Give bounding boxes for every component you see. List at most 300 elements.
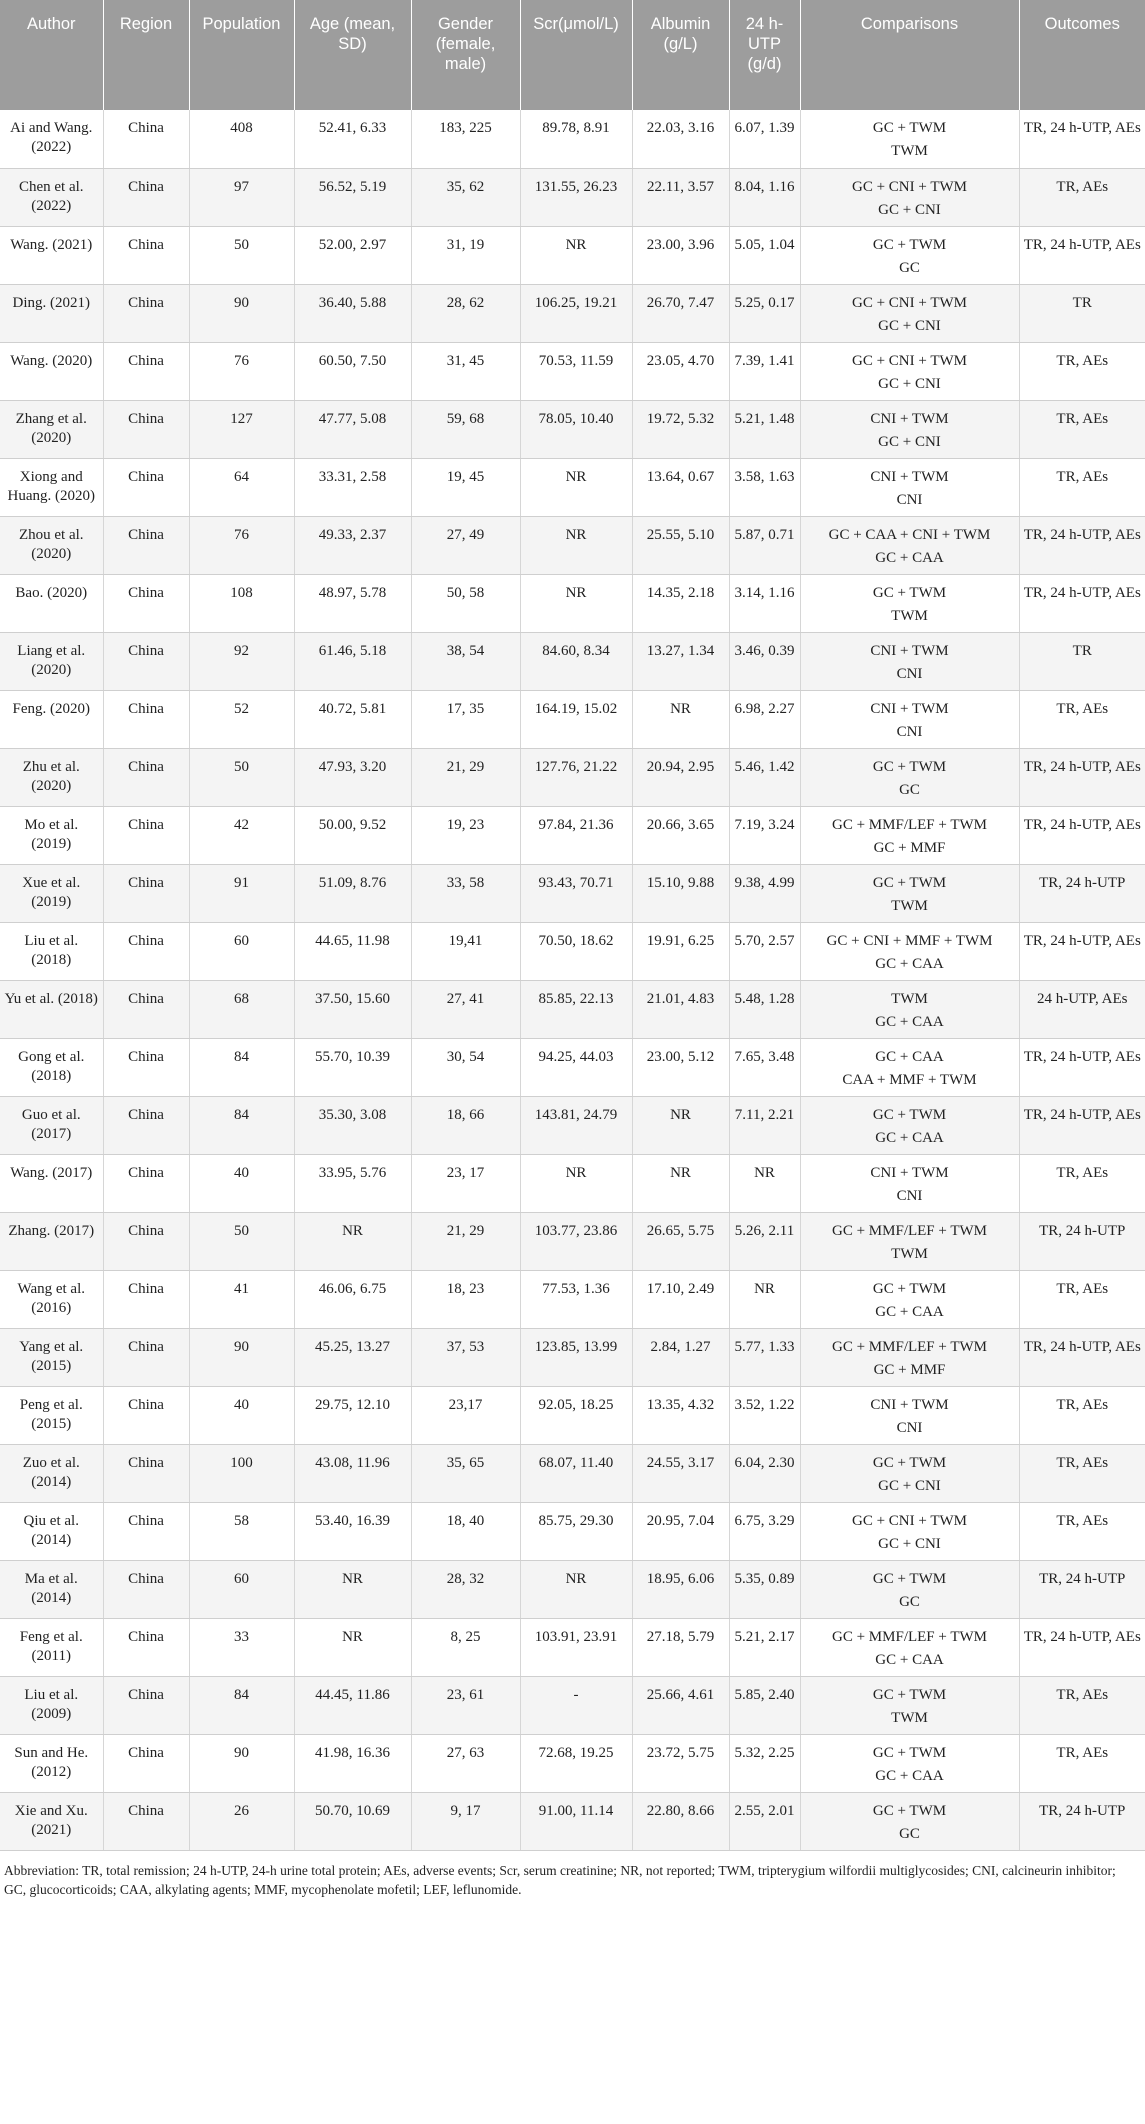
cell-population: 33 bbox=[189, 1618, 294, 1676]
comparison-arm: GC + TWM bbox=[872, 1454, 947, 1471]
cell-albumin: 21.01, 4.83 bbox=[632, 980, 729, 1038]
table-row bbox=[0, 458, 1145, 516]
cell-age: 61.46, 5.18 bbox=[294, 632, 411, 690]
cell-utp: 7.65, 3.48 bbox=[729, 1038, 800, 1096]
header-scr: Scr(μmol/L) bbox=[520, 0, 632, 110]
cell-outcomes: TR, 24 h-UTP bbox=[1019, 864, 1145, 922]
cell-population: 64 bbox=[189, 458, 294, 516]
cell-population: 90 bbox=[189, 1734, 294, 1792]
cell-author: Bao. (2020) bbox=[0, 574, 103, 632]
cell-albumin: 22.80, 8.66 bbox=[632, 1792, 729, 1850]
cell-author: Qiu et al. (2014) bbox=[0, 1502, 103, 1560]
cell-utp: 3.14, 1.16 bbox=[729, 574, 800, 632]
comparison-arm: GC + CAA bbox=[875, 1303, 944, 1320]
cell-gender: 21, 29 bbox=[411, 748, 520, 806]
header-age: Age (mean, SD) bbox=[294, 0, 411, 110]
cell-utp: 5.46, 1.42 bbox=[729, 748, 800, 806]
header-albumin: Albumin (g/L) bbox=[632, 0, 729, 110]
cell-utp: 7.11, 2.21 bbox=[729, 1096, 800, 1154]
cell-region: China bbox=[103, 1096, 189, 1154]
cell-population: 50 bbox=[189, 226, 294, 284]
table-row bbox=[0, 342, 1145, 400]
comparison-arm: CNI + TWM bbox=[870, 1396, 949, 1413]
comparison-arm: TWM bbox=[891, 1709, 928, 1726]
cell-utp: 5.32, 2.25 bbox=[729, 1734, 800, 1792]
cell-outcomes: TR, 24 h-UTP, AEs bbox=[1019, 226, 1145, 284]
cell-age: 51.09, 8.76 bbox=[294, 864, 411, 922]
cell-age: 52.00, 2.97 bbox=[294, 226, 411, 284]
cell-author: Feng. (2020) bbox=[0, 690, 103, 748]
cell-outcomes: TR bbox=[1019, 632, 1145, 690]
cell-albumin: 2.84, 1.27 bbox=[632, 1328, 729, 1386]
table-row bbox=[0, 516, 1145, 574]
cell-region: China bbox=[103, 1328, 189, 1386]
cell-age: 49.33, 2.37 bbox=[294, 516, 411, 574]
cell-author: Xiong and Huang. (2020) bbox=[0, 458, 103, 516]
cell-scr: 97.84, 21.36 bbox=[520, 806, 632, 864]
comparison-arm: GC + TWM bbox=[872, 1570, 947, 1587]
cell-albumin: NR bbox=[632, 690, 729, 748]
cell-albumin: 15.10, 9.88 bbox=[632, 864, 729, 922]
cell-albumin: 19.91, 6.25 bbox=[632, 922, 729, 980]
cell-outcomes: TR, AEs bbox=[1019, 1444, 1145, 1502]
cell-scr: 85.75, 29.30 bbox=[520, 1502, 632, 1560]
cell-age: NR bbox=[294, 1560, 411, 1618]
cell-population: 50 bbox=[189, 1212, 294, 1270]
comparison-arm: GC + CNI + TWM bbox=[852, 1512, 967, 1529]
cell-albumin: 25.55, 5.10 bbox=[632, 516, 729, 574]
cell-author: Wang. (2021) bbox=[0, 226, 103, 284]
cell-comparisons bbox=[800, 922, 1019, 980]
cell-outcomes: TR, 24 h-UTP, AEs bbox=[1019, 516, 1145, 574]
cell-comparisons bbox=[800, 1502, 1019, 1560]
cell-region: China bbox=[103, 284, 189, 342]
cell-gender: 23,17 bbox=[411, 1386, 520, 1444]
cell-albumin: 19.72, 5.32 bbox=[632, 400, 729, 458]
cell-comparisons bbox=[800, 1212, 1019, 1270]
cell-population: 90 bbox=[189, 1328, 294, 1386]
cell-outcomes: TR, AEs bbox=[1019, 1154, 1145, 1212]
table-row bbox=[0, 226, 1145, 284]
cell-scr: 85.85, 22.13 bbox=[520, 980, 632, 1038]
comparison-arm: GC + CAA bbox=[875, 1129, 944, 1146]
cell-author: Feng et al. (2011) bbox=[0, 1618, 103, 1676]
cell-author: Zhou et al. (2020) bbox=[0, 516, 103, 574]
cell-region: China bbox=[103, 980, 189, 1038]
cell-albumin: 24.55, 3.17 bbox=[632, 1444, 729, 1502]
cell-utp: 2.55, 2.01 bbox=[729, 1792, 800, 1850]
comparison-arm: GC + TWM bbox=[872, 1686, 947, 1703]
cell-author: Sun and He. (2012) bbox=[0, 1734, 103, 1792]
comparison-arm: GC + CAA bbox=[875, 1651, 944, 1668]
table-row bbox=[0, 1560, 1145, 1618]
cell-region: China bbox=[103, 516, 189, 574]
cell-utp: NR bbox=[729, 1154, 800, 1212]
cell-comparisons bbox=[800, 1676, 1019, 1734]
cell-author: Liu et al. (2018) bbox=[0, 922, 103, 980]
comparison-arm: GC + CNI + TWM bbox=[852, 294, 967, 311]
cell-comparisons bbox=[800, 1386, 1019, 1444]
cell-comparisons bbox=[800, 1734, 1019, 1792]
cell-comparisons bbox=[800, 980, 1019, 1038]
table-row bbox=[0, 980, 1145, 1038]
cell-albumin: 20.66, 3.65 bbox=[632, 806, 729, 864]
cell-utp: 5.85, 2.40 bbox=[729, 1676, 800, 1734]
cell-utp: 7.19, 3.24 bbox=[729, 806, 800, 864]
table-row bbox=[0, 284, 1145, 342]
cell-gender: 27, 63 bbox=[411, 1734, 520, 1792]
cell-population: 108 bbox=[189, 574, 294, 632]
cell-population: 100 bbox=[189, 1444, 294, 1502]
cell-utp: 5.48, 1.28 bbox=[729, 980, 800, 1038]
cell-gender: 23, 17 bbox=[411, 1154, 520, 1212]
cell-scr: 68.07, 11.40 bbox=[520, 1444, 632, 1502]
cell-outcomes: TR, 24 h-UTP, AEs bbox=[1019, 1328, 1145, 1386]
cell-outcomes: TR, 24 h-UTP, AEs bbox=[1019, 110, 1145, 168]
cell-author: Wang et al. (2016) bbox=[0, 1270, 103, 1328]
cell-utp: 9.38, 4.99 bbox=[729, 864, 800, 922]
cell-albumin: NR bbox=[632, 1096, 729, 1154]
cell-author: Zhu et al. (2020) bbox=[0, 748, 103, 806]
cell-gender: 19, 45 bbox=[411, 458, 520, 516]
comparison-arm: GC + CNI bbox=[878, 317, 941, 334]
cell-author: Guo et al. (2017) bbox=[0, 1096, 103, 1154]
cell-region: China bbox=[103, 574, 189, 632]
cell-albumin: 20.94, 2.95 bbox=[632, 748, 729, 806]
cell-albumin: NR bbox=[632, 1154, 729, 1212]
cell-utp: 3.58, 1.63 bbox=[729, 458, 800, 516]
cell-author: Ding. (2021) bbox=[0, 284, 103, 342]
comparison-arm: GC bbox=[899, 1825, 920, 1842]
cell-outcomes: TR, AEs bbox=[1019, 1270, 1145, 1328]
cell-author: Liang et al. (2020) bbox=[0, 632, 103, 690]
cell-outcomes: TR, AEs bbox=[1019, 1734, 1145, 1792]
comparison-arm: GC + CAA bbox=[875, 549, 944, 566]
cell-gender: 19,41 bbox=[411, 922, 520, 980]
cell-region: China bbox=[103, 458, 189, 516]
table-footnote: Abbreviation: TR, total remission; 24 h-UTP, 24-h urine total protein; AEs, adverse events; Scr, serum creatinine; NR, not reported; TWM, tripterygium wilfordii multiglycosides; CNI, calcineurin inhibitor; GC, glucocorticoids; CAA, alkylating agents; MMF, mycophenolate mofetil; LEF, leflunomide. bbox=[4, 1862, 1116, 1897]
cell-outcomes: TR, AEs bbox=[1019, 400, 1145, 458]
cell-population: 127 bbox=[189, 400, 294, 458]
cell-age: NR bbox=[294, 1212, 411, 1270]
cell-utp: 5.35, 0.89 bbox=[729, 1560, 800, 1618]
cell-region: China bbox=[103, 400, 189, 458]
cell-comparisons bbox=[800, 1560, 1019, 1618]
cell-comparisons bbox=[800, 806, 1019, 864]
cell-author: Liu et al. (2009) bbox=[0, 1676, 103, 1734]
cell-population: 42 bbox=[189, 806, 294, 864]
cell-gender: 38, 54 bbox=[411, 632, 520, 690]
cell-gender: 18, 40 bbox=[411, 1502, 520, 1560]
cell-age: 35.30, 3.08 bbox=[294, 1096, 411, 1154]
cell-region: China bbox=[103, 1792, 189, 1850]
header-outcomes: Outcomes bbox=[1019, 0, 1145, 110]
cell-albumin: 23.00, 3.96 bbox=[632, 226, 729, 284]
cell-scr: 77.53, 1.36 bbox=[520, 1270, 632, 1328]
comparison-arm: CNI bbox=[896, 665, 923, 682]
cell-utp: 5.70, 2.57 bbox=[729, 922, 800, 980]
cell-outcomes: TR, AEs bbox=[1019, 1386, 1145, 1444]
table-row bbox=[0, 1270, 1145, 1328]
header-comparisons: Comparisons bbox=[800, 0, 1019, 110]
cell-albumin: 17.10, 2.49 bbox=[632, 1270, 729, 1328]
cell-outcomes: TR, AEs bbox=[1019, 1502, 1145, 1560]
cell-population: 90 bbox=[189, 284, 294, 342]
cell-albumin: 13.64, 0.67 bbox=[632, 458, 729, 516]
cell-scr: 92.05, 18.25 bbox=[520, 1386, 632, 1444]
cell-scr: 123.85, 13.99 bbox=[520, 1328, 632, 1386]
table-row bbox=[0, 864, 1145, 922]
cell-population: 76 bbox=[189, 342, 294, 400]
comparison-arm: CAA + MMF + TWM bbox=[842, 1071, 977, 1088]
comparison-arm: GC + CNI bbox=[878, 1477, 941, 1494]
cell-region: China bbox=[103, 632, 189, 690]
cell-author: Chen et al. (2022) bbox=[0, 168, 103, 226]
cell-utp: 5.21, 1.48 bbox=[729, 400, 800, 458]
cell-comparisons bbox=[800, 1270, 1019, 1328]
comparison-arm: CNI + TWM bbox=[870, 642, 949, 659]
comparison-arm: GC + CNI bbox=[878, 375, 941, 392]
cell-author: Wang. (2017) bbox=[0, 1154, 103, 1212]
header-utp: 24 h-UTP (g/d) bbox=[729, 0, 800, 110]
comparison-arm: GC bbox=[899, 781, 920, 798]
cell-population: 84 bbox=[189, 1096, 294, 1154]
cell-outcomes: TR, 24 h-UTP, AEs bbox=[1019, 1618, 1145, 1676]
comparison-arm: GC + MMF/LEF + TWM bbox=[832, 1338, 987, 1355]
cell-age: 44.65, 11.98 bbox=[294, 922, 411, 980]
cell-gender: 18, 23 bbox=[411, 1270, 520, 1328]
cell-scr: 127.76, 21.22 bbox=[520, 748, 632, 806]
cell-author: Gong et al. (2018) bbox=[0, 1038, 103, 1096]
comparison-arm: GC + TWM bbox=[872, 758, 947, 775]
cell-region: China bbox=[103, 1618, 189, 1676]
cell-scr: NR bbox=[520, 1560, 632, 1618]
cell-region: China bbox=[103, 226, 189, 284]
cell-outcomes: TR, AEs bbox=[1019, 168, 1145, 226]
cell-gender: 37, 53 bbox=[411, 1328, 520, 1386]
cell-scr: 78.05, 10.40 bbox=[520, 400, 632, 458]
cell-utp: 8.04, 1.16 bbox=[729, 168, 800, 226]
cell-age: 50.70, 10.69 bbox=[294, 1792, 411, 1850]
comparison-arm: GC + MMF bbox=[873, 839, 946, 856]
cell-utp: 5.77, 1.33 bbox=[729, 1328, 800, 1386]
cell-utp: 5.25, 0.17 bbox=[729, 284, 800, 342]
cell-gender: 33, 58 bbox=[411, 864, 520, 922]
cell-comparisons bbox=[800, 516, 1019, 574]
cell-outcomes: TR, 24 h-UTP bbox=[1019, 1792, 1145, 1850]
comparison-arm: CNI + TWM bbox=[870, 410, 949, 427]
cell-population: 84 bbox=[189, 1038, 294, 1096]
cell-age: 29.75, 12.10 bbox=[294, 1386, 411, 1444]
table-row bbox=[0, 690, 1145, 748]
cell-population: 84 bbox=[189, 1676, 294, 1734]
comparison-arm: TWM bbox=[891, 897, 928, 914]
header-author: Author bbox=[0, 0, 103, 110]
cell-population: 26 bbox=[189, 1792, 294, 1850]
cell-comparisons bbox=[800, 1096, 1019, 1154]
cell-age: 37.50, 15.60 bbox=[294, 980, 411, 1038]
cell-region: China bbox=[103, 1038, 189, 1096]
cell-utp: 6.75, 3.29 bbox=[729, 1502, 800, 1560]
comparison-arm: GC + TWM bbox=[872, 1802, 947, 1819]
table-body bbox=[0, 110, 1145, 1850]
comparison-arm: GC + CAA bbox=[875, 1048, 944, 1065]
cell-age: 47.93, 3.20 bbox=[294, 748, 411, 806]
cell-gender: 31, 19 bbox=[411, 226, 520, 284]
cell-utp: 5.26, 2.11 bbox=[729, 1212, 800, 1270]
table-row bbox=[0, 1618, 1145, 1676]
cell-age: 55.70, 10.39 bbox=[294, 1038, 411, 1096]
cell-region: China bbox=[103, 1154, 189, 1212]
comparison-arm: GC + CAA + CNI + TWM bbox=[828, 526, 991, 543]
cell-age: 50.00, 9.52 bbox=[294, 806, 411, 864]
cell-utp: 6.07, 1.39 bbox=[729, 110, 800, 168]
cell-scr: - bbox=[520, 1676, 632, 1734]
cell-scr: 70.53, 11.59 bbox=[520, 342, 632, 400]
table-header bbox=[0, 0, 1145, 110]
cell-utp: 7.39, 1.41 bbox=[729, 342, 800, 400]
table-row bbox=[0, 574, 1145, 632]
comparison-arm: CNI bbox=[896, 1187, 923, 1204]
comparison-arm: GC bbox=[899, 259, 920, 276]
cell-comparisons bbox=[800, 748, 1019, 806]
cell-outcomes: TR, 24 h-UTP bbox=[1019, 1212, 1145, 1270]
table-row bbox=[0, 168, 1145, 226]
cell-albumin: 13.27, 1.34 bbox=[632, 632, 729, 690]
comparison-arm: GC + CNI + TWM bbox=[852, 352, 967, 369]
cell-age: 45.25, 13.27 bbox=[294, 1328, 411, 1386]
cell-comparisons bbox=[800, 284, 1019, 342]
cell-population: 40 bbox=[189, 1386, 294, 1444]
cell-comparisons bbox=[800, 168, 1019, 226]
cell-comparisons bbox=[800, 1328, 1019, 1386]
cell-scr: 72.68, 19.25 bbox=[520, 1734, 632, 1792]
cell-utp: 3.46, 0.39 bbox=[729, 632, 800, 690]
cell-age: 33.31, 2.58 bbox=[294, 458, 411, 516]
cell-outcomes: TR, 24 h-UTP, AEs bbox=[1019, 748, 1145, 806]
cell-age: NR bbox=[294, 1618, 411, 1676]
header-gender: Gender (female, male) bbox=[411, 0, 520, 110]
cell-population: 58 bbox=[189, 1502, 294, 1560]
cell-age: 44.45, 11.86 bbox=[294, 1676, 411, 1734]
cell-outcomes: TR, AEs bbox=[1019, 342, 1145, 400]
cell-scr: 94.25, 44.03 bbox=[520, 1038, 632, 1096]
cell-author: Yang et al. (2015) bbox=[0, 1328, 103, 1386]
cell-scr: 89.78, 8.91 bbox=[520, 110, 632, 168]
cell-population: 68 bbox=[189, 980, 294, 1038]
cell-utp: 5.21, 2.17 bbox=[729, 1618, 800, 1676]
cell-gender: 183, 225 bbox=[411, 110, 520, 168]
cell-utp: 3.52, 1.22 bbox=[729, 1386, 800, 1444]
cell-albumin: 26.65, 5.75 bbox=[632, 1212, 729, 1270]
cell-scr: 93.43, 70.71 bbox=[520, 864, 632, 922]
cell-age: 43.08, 11.96 bbox=[294, 1444, 411, 1502]
cell-albumin: 27.18, 5.79 bbox=[632, 1618, 729, 1676]
cell-outcomes: TR, 24 h-UTP, AEs bbox=[1019, 922, 1145, 980]
cell-population: 40 bbox=[189, 1154, 294, 1212]
cell-gender: 59, 68 bbox=[411, 400, 520, 458]
cell-age: 56.52, 5.19 bbox=[294, 168, 411, 226]
cell-albumin: 20.95, 7.04 bbox=[632, 1502, 729, 1560]
cell-comparisons bbox=[800, 458, 1019, 516]
cell-population: 92 bbox=[189, 632, 294, 690]
cell-author: Peng et al. (2015) bbox=[0, 1386, 103, 1444]
comparison-arm: GC + TWM bbox=[872, 1280, 947, 1297]
cell-author: Zhang. (2017) bbox=[0, 1212, 103, 1270]
cell-utp: 5.05, 1.04 bbox=[729, 226, 800, 284]
cell-region: China bbox=[103, 922, 189, 980]
cell-population: 50 bbox=[189, 748, 294, 806]
cell-age: 36.40, 5.88 bbox=[294, 284, 411, 342]
comparison-arm: GC + TWM bbox=[872, 584, 947, 601]
cell-albumin: 26.70, 7.47 bbox=[632, 284, 729, 342]
table-row bbox=[0, 1154, 1145, 1212]
cell-region: China bbox=[103, 342, 189, 400]
cell-gender: 35, 65 bbox=[411, 1444, 520, 1502]
cell-albumin: 18.95, 6.06 bbox=[632, 1560, 729, 1618]
cell-comparisons bbox=[800, 864, 1019, 922]
comparison-arm: GC + MMF/LEF + TWM bbox=[832, 1628, 987, 1645]
cell-age: 40.72, 5.81 bbox=[294, 690, 411, 748]
cell-outcomes: TR, 24 h-UTP, AEs bbox=[1019, 1038, 1145, 1096]
cell-population: 60 bbox=[189, 1560, 294, 1618]
table-row bbox=[0, 1792, 1145, 1850]
cell-scr: 91.00, 11.14 bbox=[520, 1792, 632, 1850]
cell-utp: 5.87, 0.71 bbox=[729, 516, 800, 574]
comparison-arm: CNI bbox=[896, 723, 923, 740]
cell-albumin: 13.35, 4.32 bbox=[632, 1386, 729, 1444]
cell-comparisons bbox=[800, 1154, 1019, 1212]
cell-outcomes: TR, 24 h-UTP, AEs bbox=[1019, 574, 1145, 632]
cell-albumin: 23.00, 5.12 bbox=[632, 1038, 729, 1096]
cell-scr: NR bbox=[520, 516, 632, 574]
comparison-arm: GC + CNI + TWM bbox=[852, 178, 967, 195]
cell-albumin: 22.11, 3.57 bbox=[632, 168, 729, 226]
cell-albumin: 23.72, 5.75 bbox=[632, 1734, 729, 1792]
table-row bbox=[0, 1734, 1145, 1792]
cell-albumin: 14.35, 2.18 bbox=[632, 574, 729, 632]
cell-region: China bbox=[103, 1502, 189, 1560]
table-row bbox=[0, 1096, 1145, 1154]
cell-region: China bbox=[103, 1676, 189, 1734]
cell-population: 41 bbox=[189, 1270, 294, 1328]
cell-population: 52 bbox=[189, 690, 294, 748]
table-row bbox=[0, 400, 1145, 458]
cell-age: 33.95, 5.76 bbox=[294, 1154, 411, 1212]
table-row bbox=[0, 110, 1145, 168]
cell-outcomes: TR, AEs bbox=[1019, 458, 1145, 516]
comparison-arm: TWM bbox=[891, 1245, 928, 1262]
comparison-arm: GC + CNI bbox=[878, 201, 941, 218]
cell-gender: 19, 23 bbox=[411, 806, 520, 864]
header-region: Region bbox=[103, 0, 189, 110]
cell-comparisons bbox=[800, 226, 1019, 284]
cell-utp: 6.98, 2.27 bbox=[729, 690, 800, 748]
comparison-arm: CNI bbox=[896, 1419, 923, 1436]
cell-gender: 28, 62 bbox=[411, 284, 520, 342]
cell-gender: 27, 41 bbox=[411, 980, 520, 1038]
cell-author: Ma et al. (2014) bbox=[0, 1560, 103, 1618]
cell-age: 53.40, 16.39 bbox=[294, 1502, 411, 1560]
cell-region: China bbox=[103, 110, 189, 168]
cell-region: China bbox=[103, 1560, 189, 1618]
table-row bbox=[0, 922, 1145, 980]
cell-region: China bbox=[103, 1212, 189, 1270]
cell-gender: 9, 17 bbox=[411, 1792, 520, 1850]
comparison-arm: TWM bbox=[891, 143, 928, 159]
cell-author: Zhang et al. (2020) bbox=[0, 400, 103, 458]
cell-age: 46.06, 6.75 bbox=[294, 1270, 411, 1328]
